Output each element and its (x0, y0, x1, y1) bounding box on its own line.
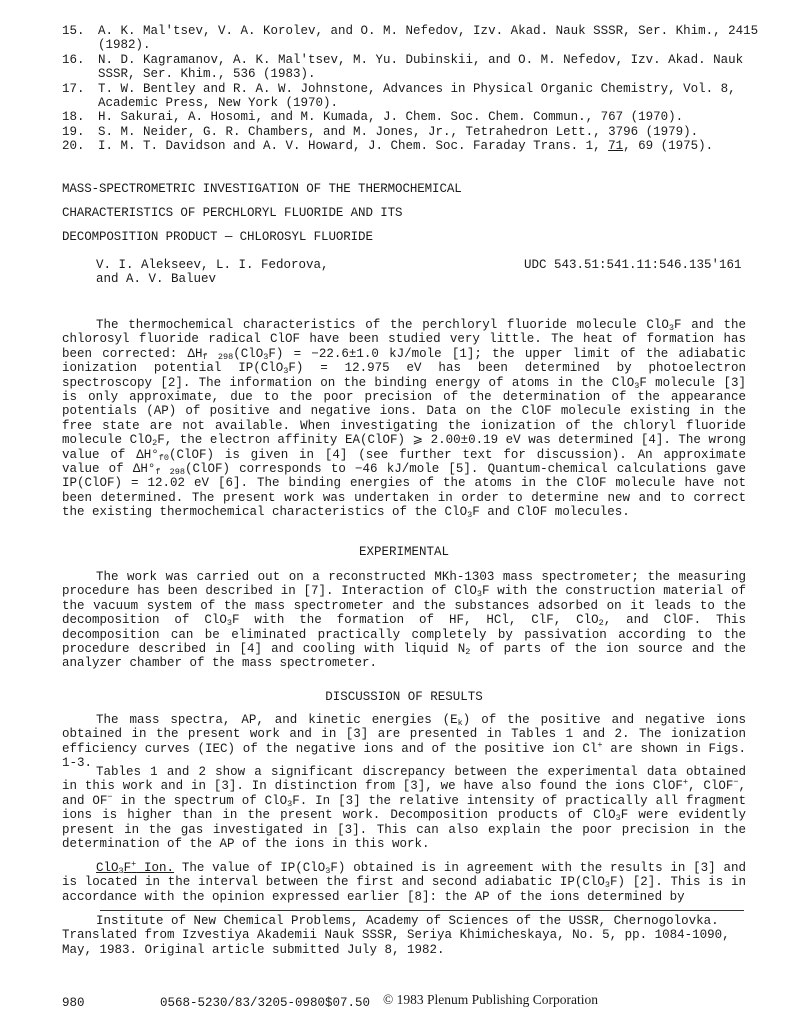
intro-section (62, 318, 746, 520)
reference-number: 16. (62, 52, 85, 67)
discussion-paragraph-1: The mass spectra, AP, and kinetic energies $(E_k)$ of the positive and negative ions obtained in the present work and in [3] are presented in Tables 1 and 2. The ionization efficiency curves (IEC) of the negative ions and of the positive ion Cl+ are shown in Figs. 1-3. (62, 713, 746, 771)
experimental-paragraph: The work was carried out on a reconstructed MKh-1303 mass spectrometer; the measuring procedure has been described in [7]. Interaction of ClO$_3$F with the construction material of the vacuum system of the mass spectrometer and the substances adsorbed on it leads to the decomposition of ClO$_3$F with the formation of HF, HCl, ClF, ClO$_2$, and ClOF. This decomposition can be eliminated practically completely by passivation according to the procedure described in [4] and cooling with liquid $N_2$ of parts of the ion source and the analyzer chamber of the mass spectrometer. (62, 570, 746, 671)
discussion-paragraph-3: ClO$_3$F+ Ion. The value of IP(ClO$_3$F) obtained is in agreement with the results in [3] and is located in the interval between the first and second adiabatic IP(ClO$_3$F) [2]. This is in accordance with the opinion expressed earlier [8]: the AP of the ions determined by (62, 859, 746, 904)
footnote-divider (100, 910, 744, 911)
section-heading-experimental: EXPERIMENTAL (358, 545, 449, 559)
author-line: V. I. Alekseev, L. I. Fedorova, (96, 258, 329, 272)
footnote (62, 914, 746, 957)
discussion-paragraph-2: Tables 1 and 2 show a significant discrepancy between the experimental data obtained in this work and in [3]. In distinction from [3], we have also found the ions ClOF+, ClOF−, and OF− in the spectrum of ClO$_3$F. In [3] the relative intensity of practically all fragment ions is higher than in the present work. Decomposition products of ClO$_3$F were evidently present in the gas investigated in [3]. This can also explain the poor precision in the determination of the AP of the ions in this work. (62, 765, 747, 852)
affiliation-note: Institute of New Chemical Problems, Academy of Sciences of the USSR, Chernogolovka. (96, 914, 719, 928)
experimental-section (62, 570, 746, 671)
reference-item (62, 139, 762, 153)
title-line: CHARACTERISTICS OF PERCHLORYL FLUORIDE AND ITS (62, 206, 403, 220)
udc-code: UDC 543.51:541.11:546.135'161 (524, 258, 742, 272)
reference-list (62, 24, 762, 154)
reference-number: 15. (62, 24, 85, 38)
title-line: DECOMPOSITION PRODUCT — CHLOROSYL FLUORIDE (62, 230, 373, 244)
reference-item (62, 110, 762, 124)
ion-subheading: ClO$_3$F+ Ion. (96, 859, 175, 876)
reference-item (62, 82, 762, 111)
author-list (96, 258, 416, 287)
reference-item (62, 53, 762, 82)
section-heading-discussion: DISCUSSION OF RESULTS (325, 690, 483, 704)
reference-item (62, 24, 762, 53)
reference-number: 19. (62, 124, 85, 139)
issn-code: 0568-5230/83/3205-0980$07.50 (160, 996, 371, 1010)
reference-text: H. Sakurai, A. Hosomi, and M. Kumada, J. Chem. Soc. Chem. Commun., 767 (1970). (98, 110, 684, 125)
intro-paragraph: The thermochemical characteristics of the perchloryl fluoride molecule ClO$_3$F and the chlorosyl fluoride radical ClOF have been studied very little. The heat of formation has been corrected: $\Delta H_f$ $_{298}$(ClO$_3$F) = −22.6±1.0 kJ/mole [1]; the upper limit of the adiabatic ionization potential IP(ClO$_3$F) = 12.975 eV has been determined by photoelectron spectroscopy [2]. The information on the binding energy of atoms in the ClO$_3$F molecule [3] is only approximate, due to the poor precision of the determination of the appearance potentials (AP) of positive and negative ions. Data on the ClOF molecule existing in the free state are not available. When investigating the ionization of the chloryl fluoride molecule ClO$_2$F, the electron affinity EA(ClOF) ⩾ 2.00±0.19 eV was determined [4]. The wrong value of $\Delta H^\circ_{f0}(ClOF)$ is given in [4] (see further text for discussion). An approximate value of $\Delta H^\circ_f$ $_{298}$(ClOF) corresponds to −46 kJ/mole [5]. Quantum-chemical calculations gave IP(ClOF) = 12.02 eV [6]. The binding energies of the atoms in the ClOF molecule have not been determined. The present work was undertaken in order to determine new and to correct the existing thermochemical characteristics of the ClO$_3$F and ClOF molecules. (62, 318, 747, 521)
translation-note: Translated from Izvestiya Akademii Nauk SSSR, Seriya Khimicheskaya, No. 5, pp. 1084-1090, May, 1983. Original article submitted July 8, 1982. (62, 928, 730, 957)
title-line: MASS-SPECTROMETRIC INVESTIGATION OF THE THERMOCHEMICAL (62, 182, 462, 196)
article-title (62, 182, 762, 254)
author-line: and A. V. Baluev (96, 272, 217, 287)
reference-text: T. W. Bentley and R. A. W. Johnstone, Advances in Physical Organic Chemistry, Vol. 8, Academic Press, New York (1970). (98, 81, 736, 111)
reference-number: 17. (62, 81, 85, 96)
reference-text: S. M. Neider, G. R. Chambers, and M. Jones, Jr., Tetrahedron Lett., 3796 (1979). (98, 124, 699, 139)
page-number: 980 (62, 996, 85, 1010)
reference-text: A. K. Mal'tsev, V. A. Korolev, and O. M. Nefedov, Izv. Akad. Nauk SSSR, Ser. Khim., 2415 (1982). (98, 24, 759, 53)
reference-number: 20. (62, 139, 85, 154)
reference-item (62, 125, 762, 139)
reference-volume: 71 (608, 139, 624, 154)
reference-text: I. M. T. Davidson and A. V. Howard, J. Chem. Soc. Faraday Trans. 1, 71, 69 (1975). (98, 139, 714, 154)
copyright-notice: © 1983 Plenum Publishing Corporation (383, 992, 599, 1007)
reference-number: 18. (62, 110, 85, 125)
reference-text: N. D. Kagramanov, A. K. Mal'tsev, M. Yu. Dubinskii, and O. M. Nefedov, Izv. Akad. Nauk SSSR, Ser. Khim., 536 (1983). (98, 52, 744, 82)
